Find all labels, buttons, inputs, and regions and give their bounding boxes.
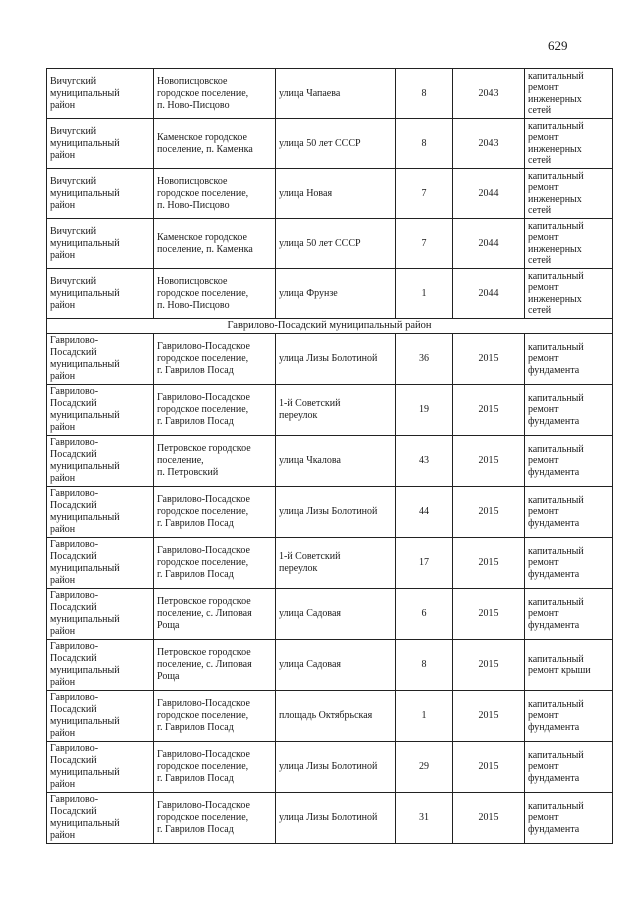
section-title: Гаврилово-Посадский муниципальный район <box>47 319 613 334</box>
year-cell: 2044 <box>453 219 525 269</box>
work-type-cell: капитальный ремонт фундамента <box>525 589 613 640</box>
table-row <box>47 793 613 844</box>
street-cell: улица 50 лет СССР <box>276 119 396 169</box>
table-row <box>47 334 613 385</box>
district-cell: Гаврилово- Посадский муниципальный район <box>47 538 154 589</box>
district-cell: Гаврилово- Посадский муниципальный район <box>47 385 154 436</box>
table-row <box>47 589 613 640</box>
street-cell: улица 50 лет СССР <box>276 219 396 269</box>
work-type-cell: капитальный ремонт фундамента <box>525 385 613 436</box>
section-header-row <box>47 319 613 334</box>
work-type-cell: капитальный ремонт инженерных сетей <box>525 219 613 269</box>
year-cell: 2015 <box>453 691 525 742</box>
district-cell: Гаврилово- Посадский муниципальный район <box>47 691 154 742</box>
table-row <box>47 742 613 793</box>
settlement-cell: Новописцовское городское поселение, п. Ново-Писцово <box>154 169 276 219</box>
settlement-cell: Новописцовское городское поселение, п. Ново-Писцово <box>154 269 276 319</box>
table-row <box>47 269 613 319</box>
house-number-cell: 7 <box>396 219 453 269</box>
section-header-group <box>47 319 613 334</box>
district-cell: Вичугский муниципальный район <box>47 219 154 269</box>
district-cell: Вичугский муниципальный район <box>47 269 154 319</box>
year-cell: 2043 <box>453 69 525 119</box>
street-cell: улица Новая <box>276 169 396 219</box>
street-cell: площадь Октябрьская <box>276 691 396 742</box>
work-type-cell: капитальный ремонт фундамента <box>525 538 613 589</box>
district-cell: Вичугский муниципальный район <box>47 119 154 169</box>
work-type-cell: капитальный ремонт инженерных сетей <box>525 269 613 319</box>
year-cell: 2015 <box>453 742 525 793</box>
district-cell: Гаврилово- Посадский муниципальный район <box>47 742 154 793</box>
house-number-cell: 31 <box>396 793 453 844</box>
district-cell: Вичугский муниципальный район <box>47 169 154 219</box>
district-cell: Гаврилово- Посадский муниципальный район <box>47 793 154 844</box>
work-type-cell: капитальный ремонт фундамента <box>525 334 613 385</box>
street-cell: улица Фрунзе <box>276 269 396 319</box>
house-number-cell: 1 <box>396 691 453 742</box>
year-cell: 2015 <box>453 334 525 385</box>
work-type-cell: капитальный ремонт инженерных сетей <box>525 169 613 219</box>
house-number-cell: 44 <box>396 487 453 538</box>
settlement-cell: Петровское городское поселение, с. Липовая Роща <box>154 589 276 640</box>
table-row <box>47 691 613 742</box>
settlement-cell: Гаврилово-Посадское городское поселение, г. Гаврилов Посад <box>154 691 276 742</box>
table-row <box>47 436 613 487</box>
house-number-cell: 19 <box>396 385 453 436</box>
settlement-cell: Гаврилово-Посадское городское поселение, г. Гаврилов Посад <box>154 385 276 436</box>
settlement-cell: Гаврилово-Посадское городское поселение, г. Гаврилов Посад <box>154 793 276 844</box>
street-cell: улица Садовая <box>276 640 396 691</box>
table-row <box>47 119 613 169</box>
district-cell: Гаврилово- Посадский муниципальный район <box>47 487 154 538</box>
year-cell: 2015 <box>453 793 525 844</box>
work-type-cell: капитальный ремонт крыши <box>525 640 613 691</box>
street-cell: улица Лизы Болотиной <box>276 334 396 385</box>
year-cell: 2015 <box>453 487 525 538</box>
street-cell: 1-й Советский переулок <box>276 385 396 436</box>
house-number-cell: 8 <box>396 69 453 119</box>
year-cell: 2015 <box>453 538 525 589</box>
house-number-cell: 6 <box>396 589 453 640</box>
house-number-cell: 17 <box>396 538 453 589</box>
settlement-cell: Гаврилово-Посадское городское поселение, г. Гаврилов Посад <box>154 538 276 589</box>
year-cell: 2044 <box>453 269 525 319</box>
year-cell: 2015 <box>453 589 525 640</box>
table-row <box>47 487 613 538</box>
house-number-cell: 36 <box>396 334 453 385</box>
table-row <box>47 385 613 436</box>
street-cell: улица Садовая <box>276 589 396 640</box>
settlement-cell: Гаврилово-Посадское городское поселение, г. Гаврилов Посад <box>154 742 276 793</box>
settlement-cell: Каменское городское поселение, п. Каменка <box>154 219 276 269</box>
year-cell: 2015 <box>453 640 525 691</box>
district-cell: Вичугский муниципальный район <box>47 69 154 119</box>
house-number-cell: 29 <box>396 742 453 793</box>
work-type-cell: капитальный ремонт инженерных сетей <box>525 119 613 169</box>
settlement-cell: Каменское городское поселение, п. Каменка <box>154 119 276 169</box>
gavrilov-posad-rows <box>47 334 613 844</box>
work-type-cell: капитальный ремонт фундамента <box>525 793 613 844</box>
settlement-cell: Гаврилово-Посадское городское поселение, г. Гаврилов Посад <box>154 334 276 385</box>
district-cell: Гаврилово- Посадский муниципальный район <box>47 589 154 640</box>
street-cell: улица Лизы Болотиной <box>276 793 396 844</box>
year-cell: 2015 <box>453 385 525 436</box>
street-cell: улица Чкалова <box>276 436 396 487</box>
house-number-cell: 1 <box>396 269 453 319</box>
settlement-cell: Петровское городское поселение, п. Петровский <box>154 436 276 487</box>
settlement-cell: Гаврилово-Посадское городское поселение, г. Гаврилов Посад <box>154 487 276 538</box>
work-type-cell: капитальный ремонт фундамента <box>525 742 613 793</box>
table-row <box>47 538 613 589</box>
year-cell: 2015 <box>453 436 525 487</box>
table-row <box>47 219 613 269</box>
street-cell: улица Лизы Болотиной <box>276 742 396 793</box>
year-cell: 2044 <box>453 169 525 219</box>
street-cell: улица Лизы Болотиной <box>276 487 396 538</box>
housing-repair-table <box>46 68 613 844</box>
house-number-cell: 8 <box>396 119 453 169</box>
street-cell: 1-й Советский переулок <box>276 538 396 589</box>
table-row <box>47 69 613 119</box>
work-type-cell: капитальный ремонт фундамента <box>525 487 613 538</box>
house-number-cell: 7 <box>396 169 453 219</box>
table-row <box>47 169 613 219</box>
street-cell: улица Чапаева <box>276 69 396 119</box>
house-number-cell: 43 <box>396 436 453 487</box>
district-cell: Гаврилово- Посадский муниципальный район <box>47 436 154 487</box>
vichuga-rows <box>47 69 613 319</box>
year-cell: 2043 <box>453 119 525 169</box>
work-type-cell: капитальный ремонт фундамента <box>525 691 613 742</box>
district-cell: Гаврилово- Посадский муниципальный район <box>47 640 154 691</box>
settlement-cell: Петровское городское поселение, с. Липовая Роща <box>154 640 276 691</box>
page-number: 629 <box>548 38 568 53</box>
settlement-cell: Новописцовское городское поселение, п. Ново-Писцово <box>154 69 276 119</box>
house-number-cell: 8 <box>396 640 453 691</box>
table-row <box>47 640 613 691</box>
work-type-cell: капитальный ремонт фундамента <box>525 436 613 487</box>
work-type-cell: капитальный ремонт инженерных сетей <box>525 69 613 119</box>
district-cell: Гаврилово- Посадский муниципальный район <box>47 334 154 385</box>
